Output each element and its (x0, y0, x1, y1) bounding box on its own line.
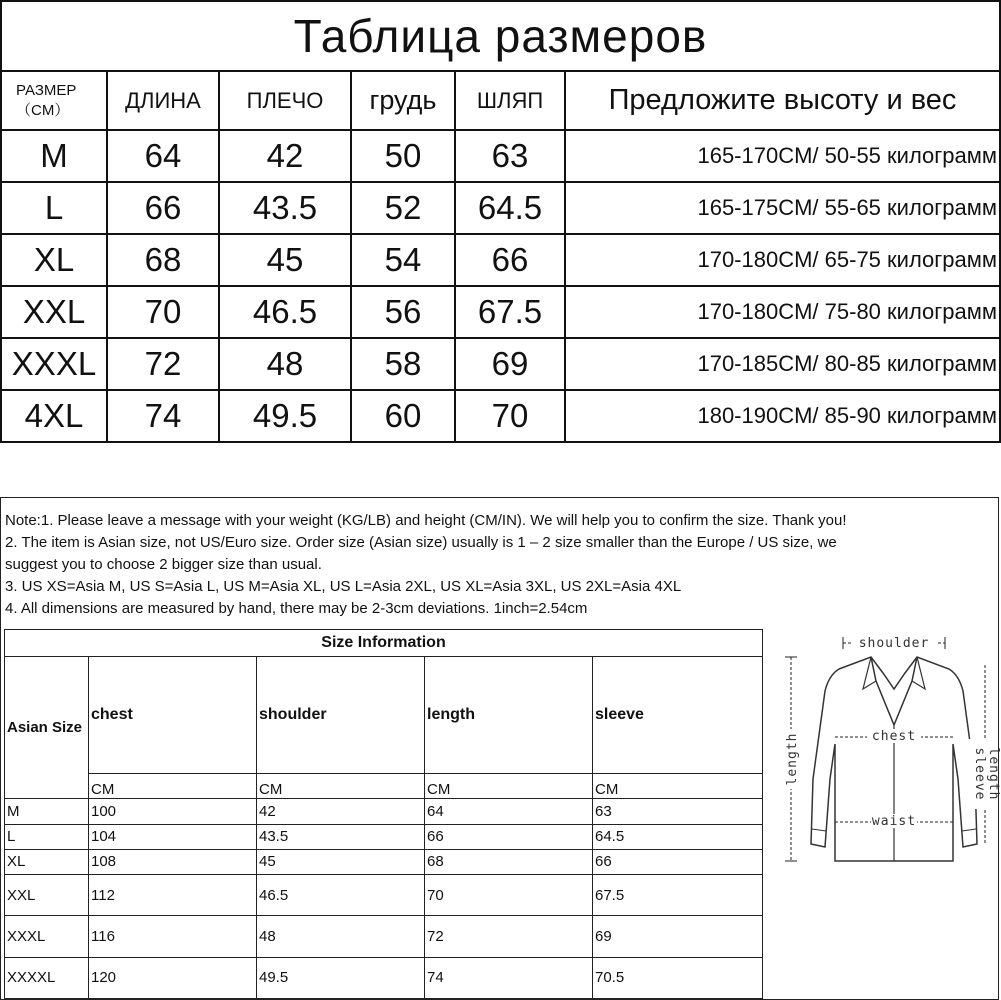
cell-size: M (1, 130, 107, 182)
cell-chest: 52 (351, 182, 455, 234)
cell-size: XXXL (1, 338, 107, 390)
cell-recommend: 170-180CM/ 65-75 килограмм (565, 234, 1000, 286)
size-table-title: Таблица размеров (1, 1, 1000, 71)
cell-size: XXXL (5, 916, 89, 957)
cell-length: 64 (425, 799, 593, 824)
header-size: РАЗМЕР （CM） (1, 71, 107, 130)
table-row (1, 338, 1000, 390)
cell-hat: 69 (455, 338, 565, 390)
cell-hat: 67.5 (455, 286, 565, 338)
cell-chest: 104 (89, 824, 257, 849)
cell-length: 68 (107, 234, 219, 286)
shirt-measurement-diagram (763, 629, 1001, 874)
cell-size: XXL (1, 286, 107, 338)
unit-label: CM (593, 774, 763, 799)
cell-chest: 108 (89, 849, 257, 874)
note-line: Note:1. Please leave a message with your weight (KG/LB) and height (CM/IN). We will help you to confirm the size. Thank you! (5, 512, 847, 529)
cell-shoulder: 43.5 (219, 182, 351, 234)
cell-sleeve: 70.5 (593, 957, 763, 998)
header-chest: грудь (351, 71, 455, 130)
table-row (5, 957, 763, 998)
cell-chest: 112 (89, 874, 257, 915)
cell-hat: 70 (455, 390, 565, 442)
cell-length: 66 (107, 182, 219, 234)
cell-recommend: 170-180CM/ 75-80 килограмм (565, 286, 1000, 338)
shirt-measurement-icon (763, 629, 1001, 874)
cell-sleeve: 66 (593, 849, 763, 874)
header-hat: ШЛЯП (455, 71, 565, 130)
cell-shoulder: 45 (219, 234, 351, 286)
sleeve-label: sleeve (972, 747, 987, 801)
cell-sleeve: 64.5 (593, 824, 763, 849)
chest-label: chest (871, 729, 917, 744)
header-chest: chest (89, 657, 257, 774)
cell-shoulder: 49.5 (257, 957, 425, 998)
cell-shoulder: 46.5 (219, 286, 351, 338)
cell-size: XXXXL (5, 957, 89, 998)
table-row (5, 916, 763, 957)
cell-recommend: 170-185CM/ 80-85 килограмм (565, 338, 1000, 390)
size-notes (5, 510, 995, 620)
cell-chest: 58 (351, 338, 455, 390)
size-info-caption: Size Information (5, 630, 763, 657)
table-row (5, 824, 763, 849)
unit-label: CM (89, 774, 257, 799)
cell-shoulder: 46.5 (257, 874, 425, 915)
cell-shoulder: 48 (219, 338, 351, 390)
cell-size: 4XL (1, 390, 107, 442)
cell-size: M (5, 799, 89, 824)
cell-size: XL (1, 234, 107, 286)
cell-hat: 63 (455, 130, 565, 182)
cell-length: 72 (107, 338, 219, 390)
cell-sleeve: 69 (593, 916, 763, 957)
note-line: 2. The item is Asian size, not US/Euro size. Order size (Asian size) usually is 1 – 2 size smaller than the Europe / US size, we (5, 534, 837, 551)
cell-length: 66 (425, 824, 593, 849)
cell-chest: 100 (89, 799, 257, 824)
note-line: 4. All dimensions are measured by hand, there may be 2-3cm deviations. 1inch=2.54cm (5, 600, 588, 617)
cell-hat: 64.5 (455, 182, 565, 234)
table-row (1, 234, 1000, 286)
cell-length: 74 (425, 957, 593, 998)
cell-size: L (1, 182, 107, 234)
size-information-table (4, 629, 763, 999)
cell-size: L (5, 824, 89, 849)
cell-length: 68 (425, 849, 593, 874)
note-line: 3. US XS=Asia M, US S=Asia L, US M=Asia XL, US L=Asia 2XL, US XL=Asia 3XL, US 2XL=Asia 4XL (5, 578, 682, 595)
cell-sleeve: 63 (593, 799, 763, 824)
header-shoulder: shoulder (257, 657, 425, 774)
table-row (1, 182, 1000, 234)
table-row (1, 286, 1000, 338)
cell-shoulder: 42 (219, 130, 351, 182)
header-length: ДЛИНА (107, 71, 219, 130)
table-row (5, 849, 763, 874)
cell-chest: 120 (89, 957, 257, 998)
cell-size: XL (5, 849, 89, 874)
header-sleeve: sleeve (593, 657, 763, 774)
unit-label: CM (425, 774, 593, 799)
note-line: suggest you to choose 2 bigger size than usual. (5, 556, 322, 573)
cell-recommend: 165-175CM/ 55-65 килограмм (565, 182, 1000, 234)
cell-length: 64 (107, 130, 219, 182)
cell-recommend: 165-170CM/ 50-55 килограмм (565, 130, 1000, 182)
cell-recommend: 180-190CM/ 85-90 килограмм (565, 390, 1000, 442)
length-label: length (785, 732, 800, 786)
cell-length: 74 (107, 390, 219, 442)
cell-shoulder: 42 (257, 799, 425, 824)
cell-chest: 56 (351, 286, 455, 338)
cell-length: 70 (107, 286, 219, 338)
cell-chest: 54 (351, 234, 455, 286)
cell-size: XXL (5, 874, 89, 915)
cell-shoulder: 48 (257, 916, 425, 957)
table-row (1, 390, 1000, 442)
table-row (5, 874, 763, 915)
header-shoulder: ПЛЕЧО (219, 71, 351, 130)
table-row (1, 130, 1000, 182)
header-length: length (425, 657, 593, 774)
cell-chest: 60 (351, 390, 455, 442)
cell-shoulder: 43.5 (257, 824, 425, 849)
cell-hat: 66 (455, 234, 565, 286)
russian-size-table (0, 0, 1001, 443)
table-row (5, 799, 763, 824)
cell-chest: 50 (351, 130, 455, 182)
waist-label: waist (871, 814, 917, 829)
cell-shoulder: 45 (257, 849, 425, 874)
shoulder-label: shoulder (858, 636, 930, 651)
header-row (1, 71, 1000, 130)
unit-label: CM (257, 774, 425, 799)
cell-length: 72 (425, 916, 593, 957)
english-size-section (0, 497, 999, 1000)
cell-sleeve: 67.5 (593, 874, 763, 915)
header-recommend: Предложите высоту и вес (565, 71, 1000, 130)
asian-size-header: Asian Size (5, 657, 89, 799)
sleeve-length-label: length (986, 747, 1001, 801)
cell-chest: 116 (89, 916, 257, 957)
cell-shoulder: 49.5 (219, 390, 351, 442)
cell-length: 70 (425, 874, 593, 915)
